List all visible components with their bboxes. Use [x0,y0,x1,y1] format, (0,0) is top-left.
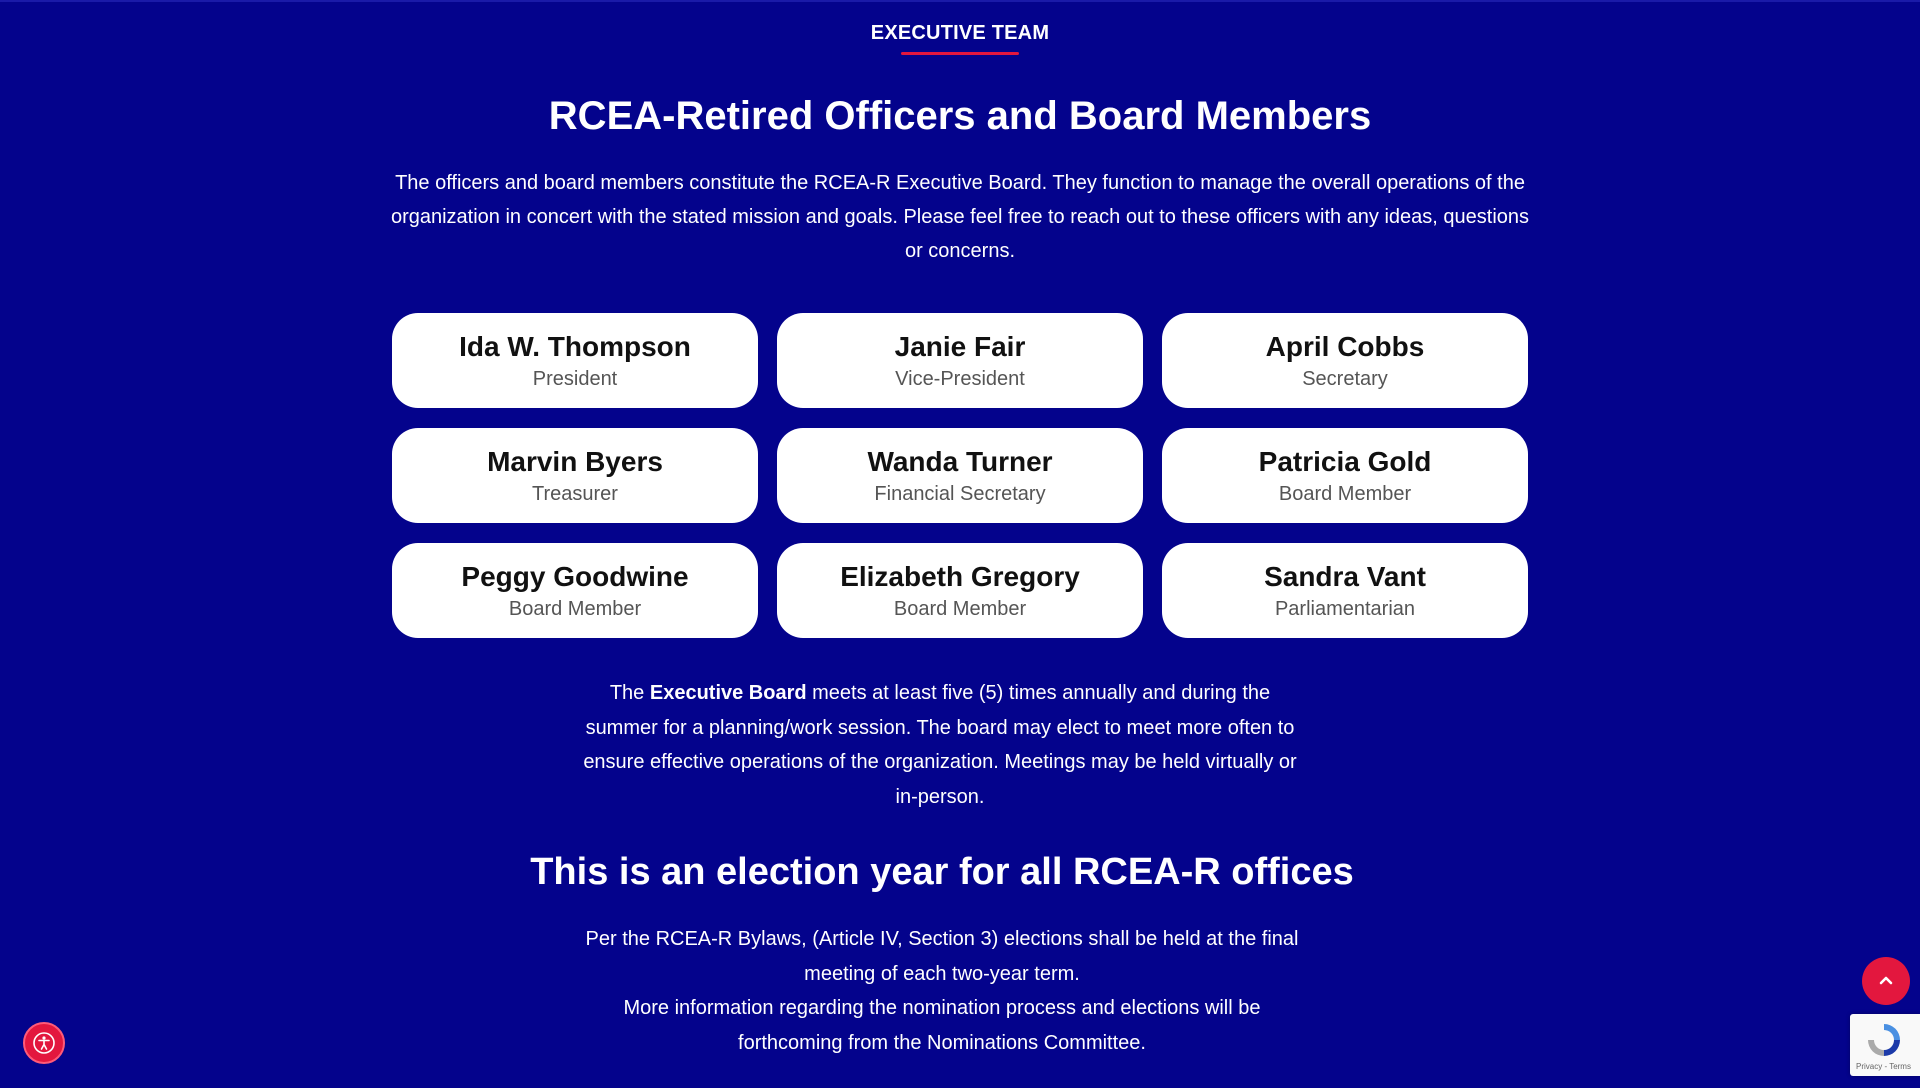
page-title: RCEA-Retired Officers and Board Members [548,94,1372,138]
officer-name: Wanda Turner [867,446,1053,477]
meeting-bold: Executive Board [649,682,807,704]
officer-role: Financial Secretary [874,483,1046,505]
eyebrow-underline [901,52,1019,55]
officer-card [1162,313,1528,408]
officer-card [1162,543,1528,638]
chevron-up-icon [1877,972,1895,990]
officer-name: Ida W. Thompson [459,331,691,362]
officer-card [777,543,1143,638]
officer-card [1162,428,1528,523]
officer-name: Elizabeth Gregory [840,561,1080,592]
intro-paragraph: The officers and board members constitute the RCEA-R Executive Board. They function to manage the overall operations of the organization in concert with the stated mission and goals. Please feel free to reach out to these officers with any ideas, questions or concerns. [390,172,1530,262]
meeting-text: meets at least five (5) times annually and during the summer for a planning/work session. The board may elect to meet more often to ensure effective operations of the organization. Meetings may be held virtually or in-person. [583,682,1297,808]
officer-role: Board Member [508,598,642,620]
officer-role: Parliamentarian [1274,598,1416,620]
officer-card [392,313,758,408]
officer-role: Treasurer [532,483,618,505]
meeting-paragraph [580,676,1300,814]
officer-name: Janie Fair [894,331,1026,362]
recaptcha-icon [1864,1020,1904,1060]
officer-card [392,543,758,638]
section-eyebrow: EXECUTIVE TEAM [870,22,1050,44]
meeting-prefix: The [609,682,650,704]
scroll-to-top-button[interactable] [1862,957,1910,1005]
election-line-1: Per the RCEA-R Bylaws, (Article IV, Section 3) elections shall be held at the final meeting of each two-year term. [585,928,1299,985]
officer-card [777,313,1143,408]
accessibility-icon [32,1031,56,1055]
officer-card [777,428,1143,523]
officer-name: Sandra Vant [1264,561,1426,592]
officer-role: Board Member [1278,483,1412,505]
election-paragraph [570,922,1314,1060]
officer-role: Board Member [893,598,1027,620]
officer-role: Vice-President [895,368,1025,390]
recaptcha-badge[interactable] [1850,1014,1920,1076]
recaptcha-terms[interactable]: Privacy - Terms [1856,1062,1911,1071]
officer-role: Secretary [1302,368,1388,390]
officer-name: Peggy Goodwine [461,561,689,592]
top-border [0,0,1920,2]
officer-role: President [532,368,618,390]
officer-card [392,428,758,523]
accessibility-button[interactable] [23,1022,65,1064]
officer-name: Patricia Gold [1258,446,1432,477]
election-title: This is an election year for all RCEA-R offices [530,851,1354,893]
election-line-2: More information regarding the nomination process and elections will be forthcoming from the Nominations Committee. [623,997,1261,1054]
officer-grid [392,313,1529,638]
officer-name: April Cobbs [1265,331,1425,362]
officer-name: Marvin Byers [487,446,663,477]
